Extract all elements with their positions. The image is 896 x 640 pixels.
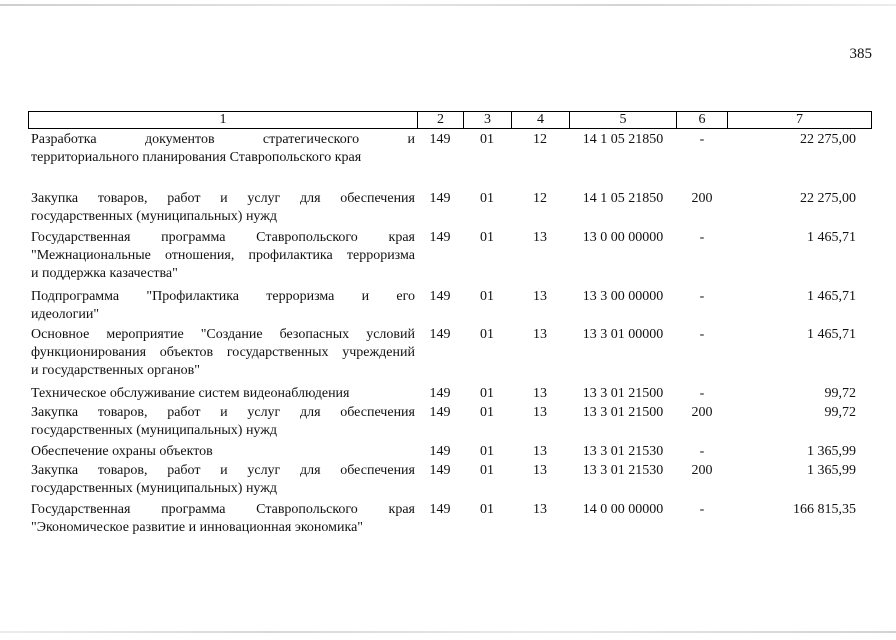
cell-col-3: 01: [480, 132, 494, 147]
cell-col-5: 13 3 01 21500: [582, 386, 664, 401]
cell-col-2: 149: [429, 444, 451, 459]
cell-col-6: -: [699, 444, 705, 459]
cell-col-7: 22 275,00: [800, 132, 856, 147]
cell-col-3: 01: [480, 502, 494, 517]
cell-col-5: 13 3 01 21500: [582, 405, 664, 420]
cell-col-2: 149: [429, 502, 451, 517]
cell-col-5: 13 3 00 00000: [582, 289, 664, 304]
description-line: Государственная программа Ставропольского края: [31, 502, 415, 517]
cell-col-4: 13: [533, 327, 547, 342]
description-line: "Экономическое развитие и инновационная экономика": [31, 520, 364, 535]
description-line: Закупка товаров, работ и услуг для обеспечения: [31, 191, 415, 206]
cell-col-7: 99,72: [824, 386, 856, 401]
row-description: [31, 288, 415, 324]
cell-col-4: 12: [533, 132, 547, 147]
description-line: территориального планирования Ставропольского края: [31, 150, 362, 165]
cell-col-4: 13: [533, 444, 547, 459]
cell-col-2: 149: [429, 132, 451, 147]
cell-col-5: 14 0 00 00000: [582, 502, 664, 517]
cell-col-2: 149: [429, 289, 451, 304]
header-col-4: 4: [511, 111, 569, 129]
header-col-3: 3: [463, 111, 511, 129]
cell-col-5: 14 1 05 21850: [582, 132, 664, 147]
cell-col-3: 01: [480, 386, 494, 401]
cell-col-5: 13 3 01 21530: [582, 463, 664, 478]
cell-col-4: 12: [533, 191, 547, 206]
description-line: Закупка товаров, работ и услуг для обеспечения: [31, 463, 415, 478]
cell-col-7: 166 815,35: [793, 502, 856, 517]
cell-col-5: 14 1 05 21850: [582, 191, 664, 206]
cell-col-3: 01: [480, 327, 494, 342]
header-col-7: 7: [727, 111, 872, 129]
cell-col-7: 99,72: [824, 405, 856, 420]
description-line: Основное мероприятие "Создание безопасных условий: [31, 327, 415, 342]
row-description: [31, 443, 415, 461]
cell-col-6: -: [699, 502, 705, 517]
cell-col-4: 13: [533, 502, 547, 517]
cell-col-3: 01: [480, 463, 494, 478]
cell-col-5: 13 3 01 00000: [582, 327, 664, 342]
cell-col-4: 13: [533, 289, 547, 304]
header-col-2: 2: [417, 111, 463, 129]
cell-col-7: 1 465,71: [807, 230, 856, 245]
page-number: 385: [849, 46, 872, 62]
row-description: [31, 229, 415, 283]
description-line: Закупка товаров, работ и услуг для обеспечения: [31, 405, 415, 420]
cell-col-5: 13 0 00 00000: [582, 230, 664, 245]
description-line: "Межнациональные отношения, профилактика терроризма: [31, 248, 415, 263]
description-line: функционирования объектов государственных учреждений: [31, 345, 415, 360]
scan-top-edge: [0, 4, 896, 6]
row-description: [31, 404, 415, 440]
description-line: Разработка документов стратегического и: [31, 132, 415, 147]
description-line: идеологии": [31, 307, 100, 322]
cell-col-3: 01: [480, 230, 494, 245]
cell-col-6: 200: [691, 463, 713, 478]
cell-col-6: -: [699, 132, 705, 147]
description-line: Техническое обслуживание систем видеонаблюдения: [31, 386, 350, 401]
cell-col-7: 1 365,99: [807, 444, 856, 459]
cell-col-6: -: [699, 327, 705, 342]
cell-col-6: 200: [691, 191, 713, 206]
cell-col-3: 01: [480, 289, 494, 304]
cell-col-3: 01: [480, 405, 494, 420]
cell-col-6: -: [699, 386, 705, 401]
header-col-1: 1: [28, 111, 417, 129]
description-line: Государственная программа Ставропольского края: [31, 230, 415, 245]
row-description: [31, 501, 415, 537]
description-line: Обеспечение охраны объектов: [31, 444, 213, 459]
cell-col-2: 149: [429, 191, 451, 206]
scan-bottom-edge: [0, 631, 896, 633]
cell-col-7: 1 465,71: [807, 289, 856, 304]
cell-col-2: 149: [429, 230, 451, 245]
cell-col-6: -: [699, 230, 705, 245]
header-col-6: 6: [676, 111, 727, 129]
row-description: [31, 131, 415, 167]
row-description: [31, 326, 415, 380]
cell-col-3: 01: [480, 444, 494, 459]
cell-col-4: 13: [533, 405, 547, 420]
row-description: [31, 462, 415, 498]
cell-col-7: 1 365,99: [807, 463, 856, 478]
cell-col-4: 13: [533, 230, 547, 245]
description-line: и поддержка казачества": [31, 266, 178, 281]
cell-col-2: 149: [429, 327, 451, 342]
cell-col-6: -: [699, 289, 705, 304]
cell-col-3: 01: [480, 191, 494, 206]
description-line: Подпрограмма "Профилактика терроризма и его: [31, 289, 415, 304]
description-line: государственных (муниципальных) нужд: [31, 481, 278, 496]
cell-col-2: 149: [429, 463, 451, 478]
cell-col-6: 200: [691, 405, 713, 420]
cell-col-2: 149: [429, 405, 451, 420]
header-col-5: 5: [569, 111, 676, 129]
row-description: [31, 385, 415, 403]
cell-col-4: 13: [533, 386, 547, 401]
row-description: [31, 190, 415, 226]
description-line: государственных (муниципальных) нужд: [31, 423, 278, 438]
description-line: и государственных органов": [31, 363, 200, 378]
cell-col-4: 13: [533, 463, 547, 478]
cell-col-5: 13 3 01 21530: [582, 444, 664, 459]
cell-col-7: 22 275,00: [800, 191, 856, 206]
cell-col-7: 1 465,71: [807, 327, 856, 342]
cell-col-2: 149: [429, 386, 451, 401]
description-line: государственных (муниципальных) нужд: [31, 209, 278, 224]
